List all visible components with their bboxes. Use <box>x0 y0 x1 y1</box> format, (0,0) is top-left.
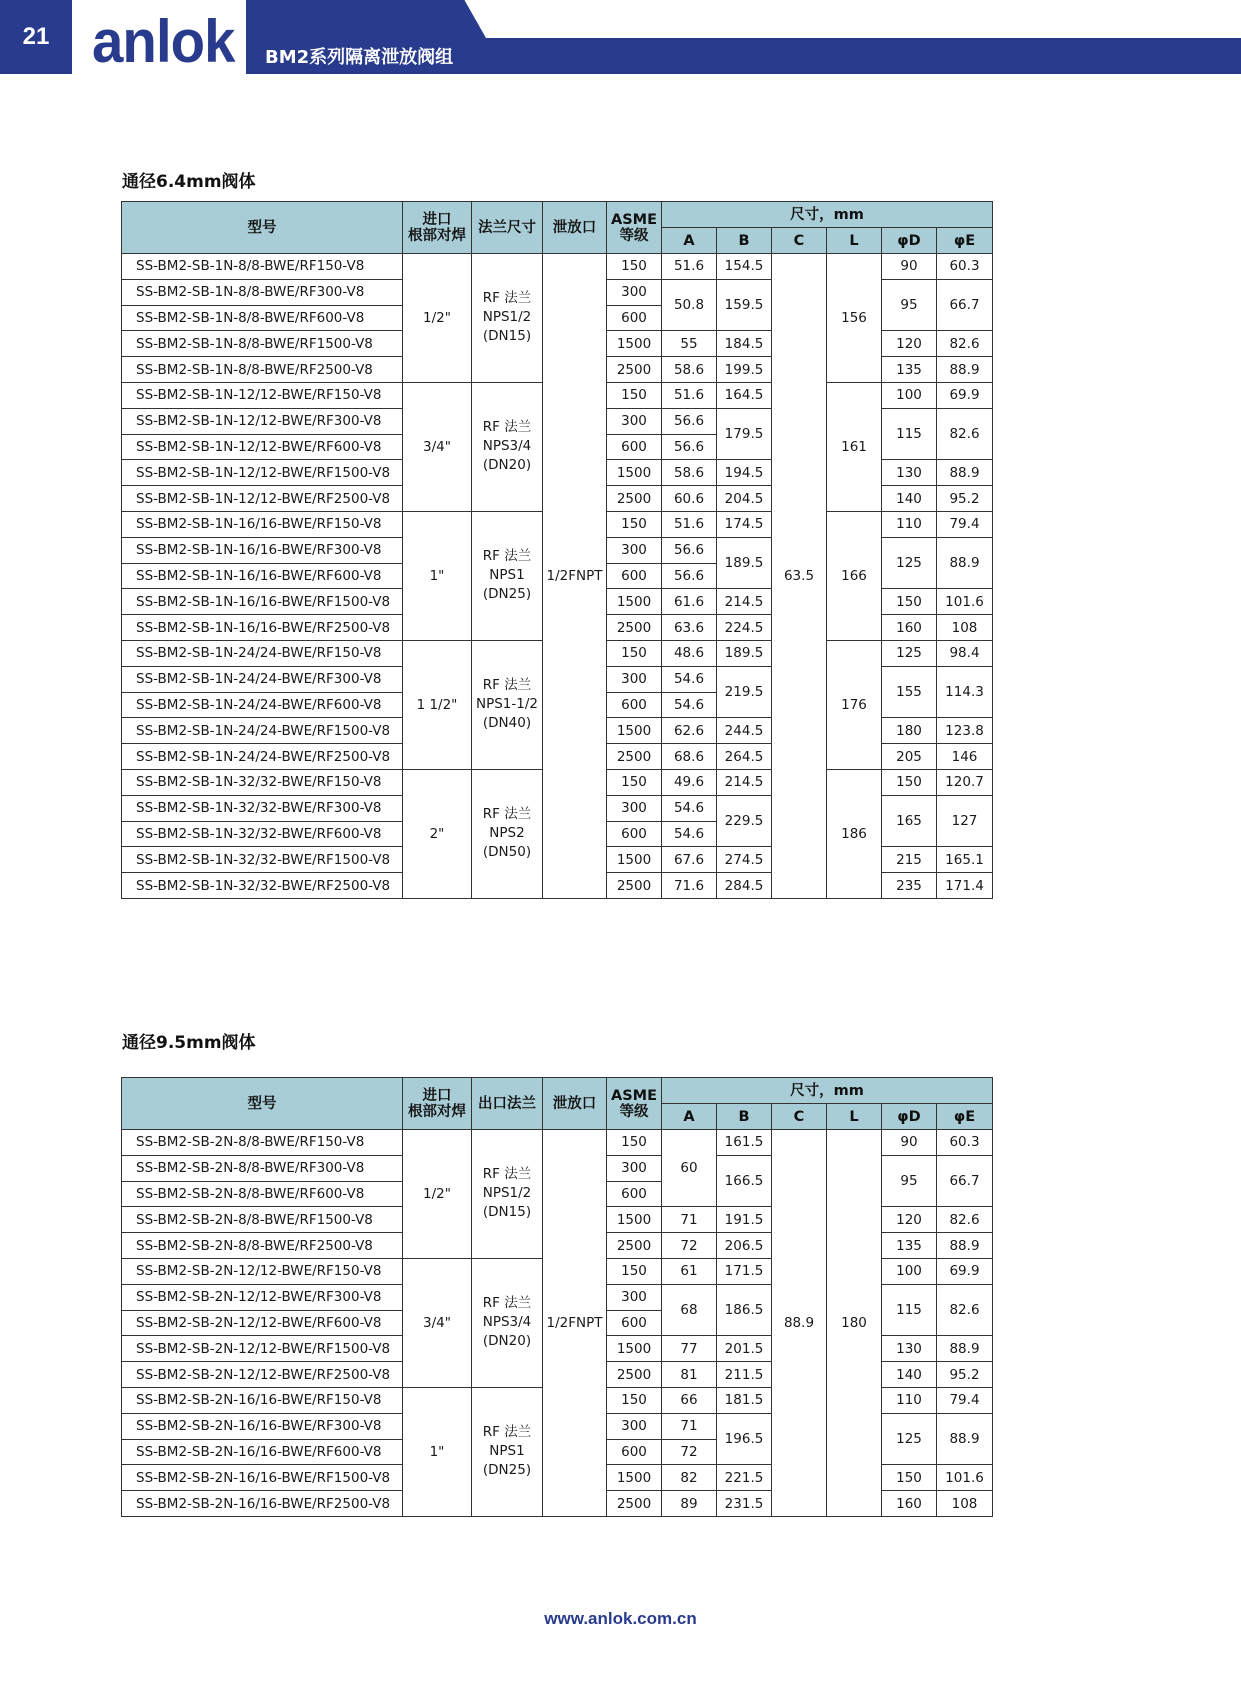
asme-class-cell: 600 <box>607 305 662 331</box>
dim-a-cell: 58.6 <box>662 357 717 383</box>
asme-class-cell: 600 <box>607 434 662 460</box>
flange-size-cell: RF 法兰 NPS3/4 (DN20) <box>472 1258 543 1387</box>
model-cell: SS-BM2-SB-1N-16/16-BWE/RF1500-V8 <box>122 589 403 615</box>
asme-class-cell: 1500 <box>607 1336 662 1362</box>
dim-a-cell: 48.6 <box>662 640 717 666</box>
flange-size-cell: RF 法兰 NPS3/4 (DN20) <box>472 382 543 511</box>
dim-b-cell: 219.5 <box>717 666 772 718</box>
col-vent: 泄放口 <box>543 202 607 254</box>
model-cell: SS-BM2-SB-1N-24/24-BWE/RF2500-V8 <box>122 744 403 770</box>
dim-phi-e-cell: 66.7 <box>937 279 993 331</box>
col-asme-class: ASME 等级 <box>607 1078 662 1130</box>
dim-b-cell: 191.5 <box>717 1207 772 1233</box>
col-dimensions: 尺寸，mm <box>662 1078 993 1104</box>
model-cell: SS-BM2-SB-2N-8/8-BWE/RF2500-V8 <box>122 1233 403 1259</box>
dim-b-cell: 206.5 <box>717 1233 772 1259</box>
col-flange: 法兰尺寸 <box>472 202 543 254</box>
dim-a-cell: 68.6 <box>662 744 717 770</box>
model-cell: SS-BM2-SB-1N-12/12-BWE/RF600-V8 <box>122 434 403 460</box>
website-url[interactable]: www.anlok.com.cn <box>544 1609 697 1628</box>
dim-a-cell: 55 <box>662 331 717 357</box>
dim-phi-d-cell: 160 <box>882 1491 937 1517</box>
dim-a-cell: 82 <box>662 1465 717 1491</box>
model-cell: SS-BM2-SB-1N-32/32-BWE/RF300-V8 <box>122 795 403 821</box>
dim-phi-d-cell: 125 <box>882 1413 937 1465</box>
col-phi-d: φD <box>882 1104 937 1130</box>
vent-port-cell: 1/2FNPT <box>543 1130 607 1517</box>
dim-b-cell: 224.5 <box>717 615 772 641</box>
asme-class-cell: 2500 <box>607 357 662 383</box>
dim-b-cell: 211.5 <box>717 1362 772 1388</box>
asme-class-cell: 300 <box>607 279 662 305</box>
model-cell: SS-BM2-SB-1N-12/12-BWE/RF1500-V8 <box>122 460 403 486</box>
model-cell: SS-BM2-SB-2N-8/8-BWE/RF150-V8 <box>122 1130 403 1156</box>
inlet-size-cell: 1" <box>403 511 472 640</box>
dim-phi-d-cell: 125 <box>882 537 937 589</box>
dim-phi-d-cell: 95 <box>882 279 937 331</box>
dim-phi-d-cell: 215 <box>882 847 937 873</box>
dim-a-cell: 71 <box>662 1413 717 1439</box>
col-c: C <box>772 1104 827 1130</box>
model-cell: SS-BM2-SB-2N-16/16-BWE/RF600-V8 <box>122 1439 403 1465</box>
inlet-size-cell: 1/2" <box>403 1130 472 1259</box>
inlet-size-cell: 1" <box>403 1387 472 1516</box>
dim-b-cell: 179.5 <box>717 408 772 460</box>
model-cell: SS-BM2-SB-1N-16/16-BWE/RF300-V8 <box>122 537 403 563</box>
dim-b-cell: 194.5 <box>717 460 772 486</box>
dim-phi-e-cell: 108 <box>937 1491 993 1517</box>
dim-phi-e-cell: 88.9 <box>937 460 993 486</box>
dim-b-cell: 186.5 <box>717 1284 772 1336</box>
dim-phi-e-cell: 60.3 <box>937 254 993 280</box>
asme-class-cell: 150 <box>607 640 662 666</box>
dim-b-cell: 214.5 <box>717 769 772 795</box>
brand-logo: anlok <box>92 8 235 75</box>
dim-phi-d-cell: 100 <box>882 382 937 408</box>
dim-a-cell: 51.6 <box>662 254 717 280</box>
dim-a-cell: 60 <box>662 1130 717 1207</box>
asme-class-cell: 1500 <box>607 1207 662 1233</box>
dim-phi-e-cell: 69.9 <box>937 382 993 408</box>
model-cell: SS-BM2-SB-2N-16/16-BWE/RF2500-V8 <box>122 1491 403 1517</box>
col-model: 型号 <box>122 202 403 254</box>
table2-title: 通径9.5mm阀体 <box>122 1033 256 1053</box>
col-a: A <box>662 1104 717 1130</box>
flange-size-cell: RF 法兰 NPS1/2 (DN15) <box>472 254 543 383</box>
col-l: L <box>827 1104 882 1130</box>
model-cell: SS-BM2-SB-1N-32/32-BWE/RF2500-V8 <box>122 873 403 899</box>
dim-b-cell: 221.5 <box>717 1465 772 1491</box>
dim-c-cell: 63.5 <box>772 254 827 899</box>
asme-class-cell: 150 <box>607 1258 662 1284</box>
asme-class-cell: 600 <box>607 563 662 589</box>
dim-phi-e-cell: 79.4 <box>937 1387 993 1413</box>
inlet-size-cell: 1 1/2" <box>403 640 472 769</box>
dim-a-cell: 56.6 <box>662 434 717 460</box>
col-phi-d: φD <box>882 228 937 254</box>
asme-class-cell: 300 <box>607 1413 662 1439</box>
asme-class-cell: 600 <box>607 821 662 847</box>
dim-phi-d-cell: 120 <box>882 1207 937 1233</box>
dim-phi-e-cell: 123.8 <box>937 718 993 744</box>
model-cell: SS-BM2-SB-2N-12/12-BWE/RF150-V8 <box>122 1258 403 1284</box>
dim-a-cell: 71.6 <box>662 873 717 899</box>
dim-l-cell: 166 <box>827 511 882 640</box>
dim-phi-d-cell: 155 <box>882 666 937 718</box>
dim-phi-e-cell: 88.9 <box>937 357 993 383</box>
asme-class-cell: 1500 <box>607 460 662 486</box>
inlet-size-cell: 3/4" <box>403 382 472 511</box>
dim-b-cell: 174.5 <box>717 511 772 537</box>
model-cell: SS-BM2-SB-1N-16/16-BWE/RF150-V8 <box>122 511 403 537</box>
dim-b-cell: 159.5 <box>717 279 772 331</box>
dim-a-cell: 63.6 <box>662 615 717 641</box>
asme-class-cell: 600 <box>607 692 662 718</box>
asme-class-cell: 150 <box>607 254 662 280</box>
flange-size-cell: RF 法兰 NPS1/2 (DN15) <box>472 1130 543 1259</box>
flange-size-cell: RF 法兰 NPS1 (DN25) <box>472 1387 543 1516</box>
spec-table-6-4mm <box>121 201 993 899</box>
dim-phi-e-cell: 82.6 <box>937 331 993 357</box>
dim-b-cell: 274.5 <box>717 847 772 873</box>
dim-a-cell: 54.6 <box>662 692 717 718</box>
dim-a-cell: 81 <box>662 1362 717 1388</box>
model-cell: SS-BM2-SB-2N-12/12-BWE/RF1500-V8 <box>122 1336 403 1362</box>
vent-port-cell: 1/2FNPT <box>543 254 607 899</box>
dim-a-cell: 58.6 <box>662 460 717 486</box>
dim-a-cell: 56.6 <box>662 408 717 434</box>
dim-b-cell: 204.5 <box>717 486 772 512</box>
model-cell: SS-BM2-SB-2N-12/12-BWE/RF2500-V8 <box>122 1362 403 1388</box>
dim-phi-e-cell: 165.1 <box>937 847 993 873</box>
asme-class-cell: 150 <box>607 1387 662 1413</box>
col-b: B <box>717 228 772 254</box>
col-inlet: 进口 根部对焊 <box>403 1078 472 1130</box>
dim-a-cell: 54.6 <box>662 795 717 821</box>
dim-phi-d-cell: 140 <box>882 1362 937 1388</box>
model-cell: SS-BM2-SB-1N-8/8-BWE/RF150-V8 <box>122 254 403 280</box>
dim-phi-e-cell: 95.2 <box>937 486 993 512</box>
dim-phi-e-cell: 60.3 <box>937 1130 993 1156</box>
asme-class-cell: 1500 <box>607 589 662 615</box>
dim-a-cell: 54.6 <box>662 821 717 847</box>
asme-class-cell: 2500 <box>607 1233 662 1259</box>
dim-l-cell: 180 <box>827 1130 882 1517</box>
model-cell: SS-BM2-SB-2N-8/8-BWE/RF600-V8 <box>122 1181 403 1207</box>
model-cell: SS-BM2-SB-1N-8/8-BWE/RF300-V8 <box>122 279 403 305</box>
dim-phi-d-cell: 205 <box>882 744 937 770</box>
col-l: L <box>827 228 882 254</box>
dim-phi-e-cell: 66.7 <box>937 1155 993 1207</box>
dim-b-cell: 171.5 <box>717 1258 772 1284</box>
dim-b-cell: 154.5 <box>717 254 772 280</box>
dim-a-cell: 49.6 <box>662 769 717 795</box>
dim-phi-e-cell: 114.3 <box>937 666 993 718</box>
dim-phi-d-cell: 125 <box>882 640 937 666</box>
model-cell: SS-BM2-SB-1N-32/32-BWE/RF150-V8 <box>122 769 403 795</box>
dim-a-cell: 54.6 <box>662 666 717 692</box>
dim-a-cell: 51.6 <box>662 511 717 537</box>
model-cell: SS-BM2-SB-1N-32/32-BWE/RF1500-V8 <box>122 847 403 873</box>
asme-class-cell: 2500 <box>607 486 662 512</box>
asme-class-cell: 2500 <box>607 744 662 770</box>
asme-class-cell: 300 <box>607 408 662 434</box>
dim-phi-e-cell: 171.4 <box>937 873 993 899</box>
col-c: C <box>772 228 827 254</box>
series-title: BM2系列隔离泄放阀组 <box>265 47 454 68</box>
asme-class-cell: 150 <box>607 1130 662 1156</box>
dim-phi-d-cell: 180 <box>882 718 937 744</box>
dim-b-cell: 284.5 <box>717 873 772 899</box>
inlet-size-cell: 2" <box>403 769 472 898</box>
model-cell: SS-BM2-SB-2N-16/16-BWE/RF1500-V8 <box>122 1465 403 1491</box>
dim-phi-e-cell: 88.9 <box>937 537 993 589</box>
dim-b-cell: 264.5 <box>717 744 772 770</box>
dim-a-cell: 61.6 <box>662 589 717 615</box>
dim-b-cell: 189.5 <box>717 640 772 666</box>
dim-phi-d-cell: 110 <box>882 1387 937 1413</box>
dim-a-cell: 77 <box>662 1336 717 1362</box>
dim-phi-d-cell: 235 <box>882 873 937 899</box>
dim-a-cell: 56.6 <box>662 537 717 563</box>
dim-phi-d-cell: 140 <box>882 486 937 512</box>
table1-title: 通径6.4mm阀体 <box>122 172 256 192</box>
asme-class-cell: 2500 <box>607 1491 662 1517</box>
asme-class-cell: 1500 <box>607 847 662 873</box>
dim-phi-d-cell: 120 <box>882 331 937 357</box>
dim-a-cell: 68 <box>662 1284 717 1336</box>
asme-class-cell: 150 <box>607 382 662 408</box>
dim-phi-e-cell: 95.2 <box>937 1362 993 1388</box>
dim-phi-e-cell: 88.9 <box>937 1233 993 1259</box>
model-cell: SS-BM2-SB-1N-32/32-BWE/RF600-V8 <box>122 821 403 847</box>
dim-b-cell: 214.5 <box>717 589 772 615</box>
dim-phi-e-cell: 108 <box>937 615 993 641</box>
model-cell: SS-BM2-SB-1N-16/16-BWE/RF2500-V8 <box>122 615 403 641</box>
dim-l-cell: 186 <box>827 769 882 898</box>
asme-class-cell: 300 <box>607 795 662 821</box>
model-cell: SS-BM2-SB-1N-24/24-BWE/RF150-V8 <box>122 640 403 666</box>
asme-class-cell: 300 <box>607 666 662 692</box>
dim-a-cell: 50.8 <box>662 279 717 331</box>
flange-size-cell: RF 法兰 NPS1-1/2 (DN40) <box>472 640 543 769</box>
dim-a-cell: 89 <box>662 1491 717 1517</box>
col-asme-class: ASME 等级 <box>607 202 662 254</box>
model-cell: SS-BM2-SB-1N-16/16-BWE/RF600-V8 <box>122 563 403 589</box>
dim-b-cell: 199.5 <box>717 357 772 383</box>
model-cell: SS-BM2-SB-2N-16/16-BWE/RF150-V8 <box>122 1387 403 1413</box>
col-b: B <box>717 1104 772 1130</box>
dim-b-cell: 184.5 <box>717 331 772 357</box>
model-cell: SS-BM2-SB-1N-8/8-BWE/RF1500-V8 <box>122 331 403 357</box>
col-vent: 泄放口 <box>543 1078 607 1130</box>
dim-a-cell: 71 <box>662 1207 717 1233</box>
asme-class-cell: 300 <box>607 1155 662 1181</box>
dim-phi-d-cell: 130 <box>882 1336 937 1362</box>
asme-class-cell: 2500 <box>607 615 662 641</box>
dim-phi-e-cell: 79.4 <box>937 511 993 537</box>
dim-phi-d-cell: 150 <box>882 589 937 615</box>
dim-phi-e-cell: 82.6 <box>937 408 993 460</box>
dim-phi-e-cell: 101.6 <box>937 589 993 615</box>
dim-phi-e-cell: 88.9 <box>937 1413 993 1465</box>
dim-phi-d-cell: 135 <box>882 1233 937 1259</box>
dim-l-cell: 161 <box>827 382 882 511</box>
dim-b-cell: 201.5 <box>717 1336 772 1362</box>
dim-phi-e-cell: 101.6 <box>937 1465 993 1491</box>
dim-b-cell: 231.5 <box>717 1491 772 1517</box>
model-cell: SS-BM2-SB-1N-8/8-BWE/RF2500-V8 <box>122 357 403 383</box>
col-dimensions: 尺寸，mm <box>662 202 993 228</box>
col-inlet: 进口 根部对焊 <box>403 202 472 254</box>
asme-class-cell: 600 <box>607 1439 662 1465</box>
dim-phi-d-cell: 110 <box>882 511 937 537</box>
asme-class-cell: 600 <box>607 1310 662 1336</box>
asme-class-cell: 150 <box>607 769 662 795</box>
dim-phi-d-cell: 90 <box>882 254 937 280</box>
dim-phi-d-cell: 165 <box>882 795 937 847</box>
model-cell: SS-BM2-SB-2N-12/12-BWE/RF600-V8 <box>122 1310 403 1336</box>
dim-phi-e-cell: 82.6 <box>937 1207 993 1233</box>
dim-b-cell: 164.5 <box>717 382 772 408</box>
model-cell: SS-BM2-SB-1N-24/24-BWE/RF300-V8 <box>122 666 403 692</box>
asme-class-cell: 2500 <box>607 1362 662 1388</box>
dim-phi-e-cell: 98.4 <box>937 640 993 666</box>
dim-phi-d-cell: 150 <box>882 1465 937 1491</box>
spec-table-9-5mm <box>121 1077 993 1517</box>
dim-l-cell: 156 <box>827 254 882 383</box>
dim-a-cell: 72 <box>662 1439 717 1465</box>
model-cell: SS-BM2-SB-1N-12/12-BWE/RF300-V8 <box>122 408 403 434</box>
dim-a-cell: 60.6 <box>662 486 717 512</box>
dim-phi-d-cell: 135 <box>882 357 937 383</box>
dim-phi-d-cell: 100 <box>882 1258 937 1284</box>
dim-a-cell: 66 <box>662 1387 717 1413</box>
dim-b-cell: 166.5 <box>717 1155 772 1207</box>
dim-phi-e-cell: 146 <box>937 744 993 770</box>
dim-b-cell: 196.5 <box>717 1413 772 1465</box>
dim-phi-d-cell: 130 <box>882 460 937 486</box>
model-cell: SS-BM2-SB-1N-24/24-BWE/RF600-V8 <box>122 692 403 718</box>
col-phi-e: φE <box>937 228 993 254</box>
dim-a-cell: 67.6 <box>662 847 717 873</box>
dim-phi-e-cell: 127 <box>937 795 993 847</box>
dim-phi-e-cell: 120.7 <box>937 769 993 795</box>
asme-class-cell: 300 <box>607 1284 662 1310</box>
dim-a-cell: 62.6 <box>662 718 717 744</box>
dim-b-cell: 244.5 <box>717 718 772 744</box>
dim-c-cell: 88.9 <box>772 1130 827 1517</box>
model-cell: SS-BM2-SB-2N-16/16-BWE/RF300-V8 <box>122 1413 403 1439</box>
dim-phi-e-cell: 69.9 <box>937 1258 993 1284</box>
dim-phi-d-cell: 160 <box>882 615 937 641</box>
dim-b-cell: 189.5 <box>717 537 772 589</box>
dim-b-cell: 181.5 <box>717 1387 772 1413</box>
dim-phi-d-cell: 95 <box>882 1155 937 1207</box>
model-cell: SS-BM2-SB-1N-12/12-BWE/RF2500-V8 <box>122 486 403 512</box>
dim-phi-d-cell: 150 <box>882 769 937 795</box>
asme-class-cell: 300 <box>607 537 662 563</box>
dim-phi-d-cell: 115 <box>882 408 937 460</box>
model-cell: SS-BM2-SB-1N-8/8-BWE/RF600-V8 <box>122 305 403 331</box>
dim-b-cell: 161.5 <box>717 1130 772 1156</box>
asme-class-cell: 150 <box>607 511 662 537</box>
inlet-size-cell: 1/2" <box>403 254 472 383</box>
col-phi-e: φE <box>937 1104 993 1130</box>
asme-class-cell: 1500 <box>607 1465 662 1491</box>
model-cell: SS-BM2-SB-2N-8/8-BWE/RF300-V8 <box>122 1155 403 1181</box>
inlet-size-cell: 3/4" <box>403 1258 472 1387</box>
flange-size-cell: RF 法兰 NPS1 (DN25) <box>472 511 543 640</box>
asme-class-cell: 1500 <box>607 331 662 357</box>
col-a: A <box>662 228 717 254</box>
header-tab <box>246 0 486 38</box>
dim-phi-e-cell: 88.9 <box>937 1336 993 1362</box>
dim-a-cell: 56.6 <box>662 563 717 589</box>
asme-class-cell: 2500 <box>607 873 662 899</box>
asme-class-cell: 1500 <box>607 718 662 744</box>
dim-phi-d-cell: 90 <box>882 1130 937 1156</box>
model-cell: SS-BM2-SB-1N-24/24-BWE/RF1500-V8 <box>122 718 403 744</box>
dim-l-cell: 176 <box>827 640 882 769</box>
col-model: 型号 <box>122 1078 403 1130</box>
dim-phi-e-cell: 82.6 <box>937 1284 993 1336</box>
model-cell: SS-BM2-SB-2N-8/8-BWE/RF1500-V8 <box>122 1207 403 1233</box>
flange-size-cell: RF 法兰 NPS2 (DN50) <box>472 769 543 898</box>
dim-a-cell: 72 <box>662 1233 717 1259</box>
model-cell: SS-BM2-SB-2N-12/12-BWE/RF300-V8 <box>122 1284 403 1310</box>
col-outlet-flange: 出口法兰 <box>472 1078 543 1130</box>
dim-a-cell: 51.6 <box>662 382 717 408</box>
table-row <box>122 1130 993 1156</box>
asme-class-cell: 600 <box>607 1181 662 1207</box>
dim-phi-d-cell: 115 <box>882 1284 937 1336</box>
table-row <box>122 254 993 280</box>
dim-b-cell: 229.5 <box>717 795 772 847</box>
model-cell: SS-BM2-SB-1N-12/12-BWE/RF150-V8 <box>122 382 403 408</box>
dim-a-cell: 61 <box>662 1258 717 1284</box>
page-number: 21 <box>0 0 72 74</box>
